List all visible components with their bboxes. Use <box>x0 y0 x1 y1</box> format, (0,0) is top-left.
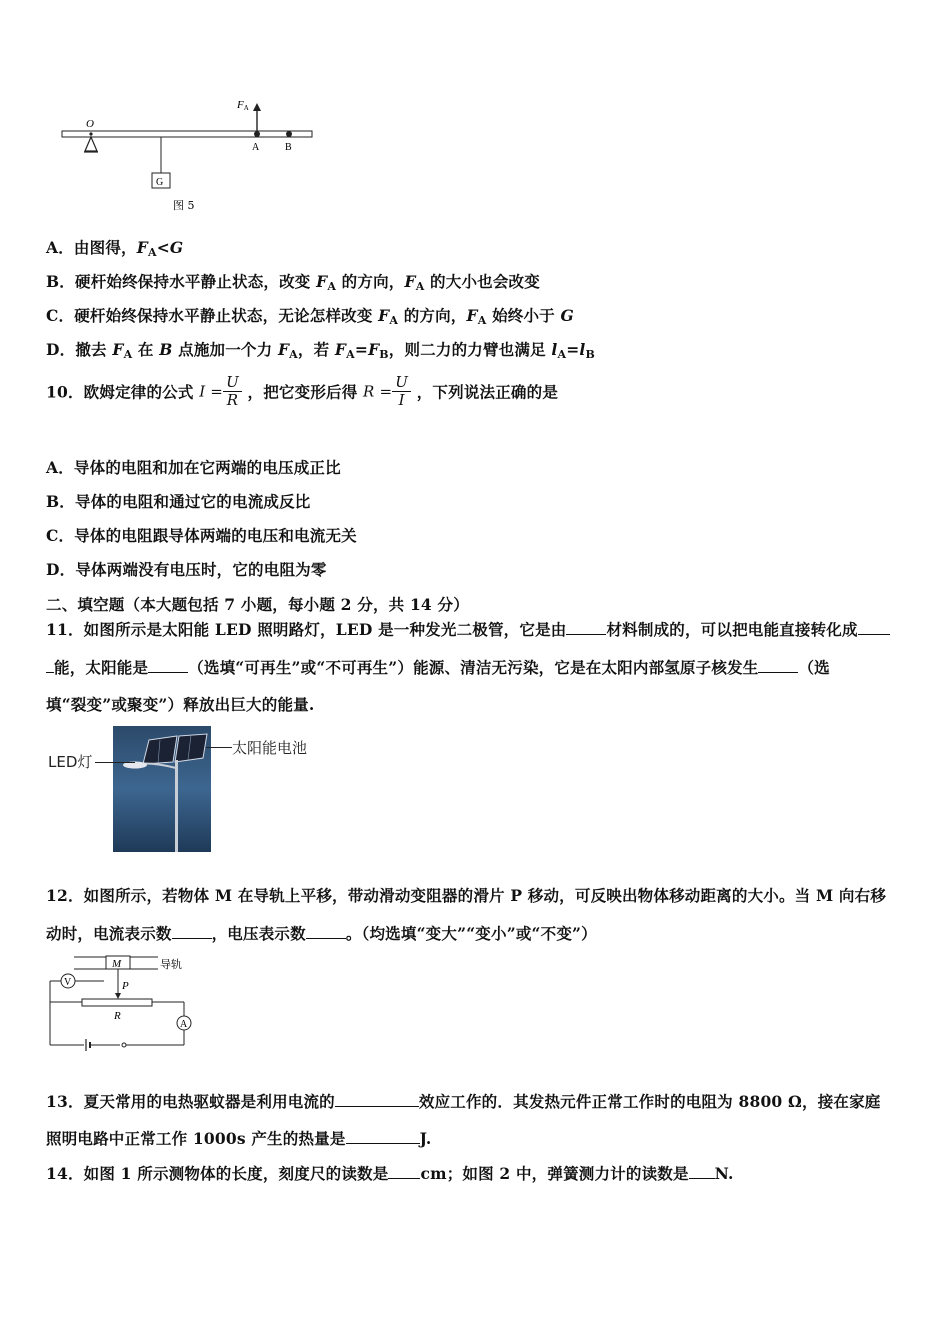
lamp-pole <box>175 760 178 852</box>
q13-line1: 13．夏天常用的电热驱蚊器是利用电流的 效应工作的．其发热元件正常工作时的电阻为 8800 Ω，接在家庭 <box>46 1092 881 1111</box>
section-title: 二、填空题（本大题包括 7 小题，每小题 2 分，共 14 分） <box>46 595 469 614</box>
q13-line2: 照明电路中正常工作 1000s 产生的热量是 J. <box>46 1129 432 1148</box>
point-A <box>254 131 260 137</box>
point-B <box>286 131 292 137</box>
q11-line2: 能，太阳能是 （选填“可再生”或“不可再生”）能源、清洁无污染，它是在太阳内部氢原子核发生 （选 <box>46 656 830 678</box>
formula-1: $\frac{U}{R}$ <box>223 374 242 409</box>
label-G: G <box>156 177 164 188</box>
q10-option-a: A．导体的电阻和加在它两端的电压成正比 <box>46 458 341 477</box>
q10-stem: 10．欧姆定律的公式 I = $\frac{U}{R}$ ，把它变形后得 R = $\frac{U}{I}$ ，下列说法正确的是 <box>46 373 559 409</box>
label-led: LED灯 <box>48 753 93 771</box>
lever-rod <box>62 131 312 137</box>
pivot <box>85 137 97 151</box>
q9-option-c: C．硬杆始终保持水平静止状态，无论怎样改变 FA 的方向，FA 始终小于 G <box>46 306 574 327</box>
formula-2: $\frac{U}{I}$ <box>392 374 411 409</box>
q9-option-a: A．由图得，FA<G <box>46 238 184 259</box>
q10-option-b: B．导体的电阻和通过它的电流成反比 <box>46 492 311 511</box>
circuit-figure <box>44 953 204 1053</box>
label-A: A <box>180 1019 188 1030</box>
lever-figure <box>55 95 325 220</box>
q9-option-b: B．硬杆始终保持水平静止状态，改变 FA 的方向，FA 的大小也会改变 <box>46 272 540 293</box>
resistor-R <box>82 999 152 1006</box>
q14-line: 14．如图 1 所示测物体的长度，刻度尺的读数是 cm；如图 2 中，弹簧测力计的读数是 N. <box>46 1164 734 1183</box>
q12-line2: 动时，电流表示数 ，电压表示数 。（均选填“变大”“变小”或“不变”） <box>46 924 597 943</box>
label-O: O <box>86 118 94 130</box>
q11-line3: 填“裂变”或聚变”）释放出巨大的能量. <box>46 695 315 714</box>
label-rail: 导轨 <box>160 958 182 971</box>
switch <box>122 1043 126 1047</box>
q11-line1: 11．如图所示是太阳能 LED 照明路灯，LED 是一种发光二极管，它是由 材料制成的，可以把电能直接转化成 <box>46 618 890 640</box>
label-B: B <box>285 142 292 153</box>
street-lamp-figure <box>46 724 336 854</box>
label-FA: FA <box>237 99 249 112</box>
lamp-photo <box>113 726 211 852</box>
label-solar: 太阳能电池 <box>232 739 308 757</box>
figure-caption: 图 5 <box>173 199 195 212</box>
q10-option-c: C．导体的电阻跟导体两端的电压和电流无关 <box>46 526 357 545</box>
label-V: V <box>64 977 72 988</box>
q12-line1: 12．如图所示，若物体 M 在导轨上平移，带动滑动变阻器的滑片 P 移动，可反映出物体移动距离的大小。当 M 向右移 <box>46 886 887 905</box>
q9-option-d: D．撤去 FA 在 B 点施加一个力 FA，若 FA=FB，则二力的力臂也满足 lA=lB <box>46 340 596 361</box>
label-R: R <box>114 1010 121 1022</box>
label-M: M <box>112 958 122 970</box>
q10-option-d: D．导体两端没有电压时，它的电阻为零 <box>46 560 327 579</box>
label-A: A <box>252 142 260 153</box>
solar-panel-right <box>175 734 207 762</box>
label-P: P <box>122 980 129 992</box>
